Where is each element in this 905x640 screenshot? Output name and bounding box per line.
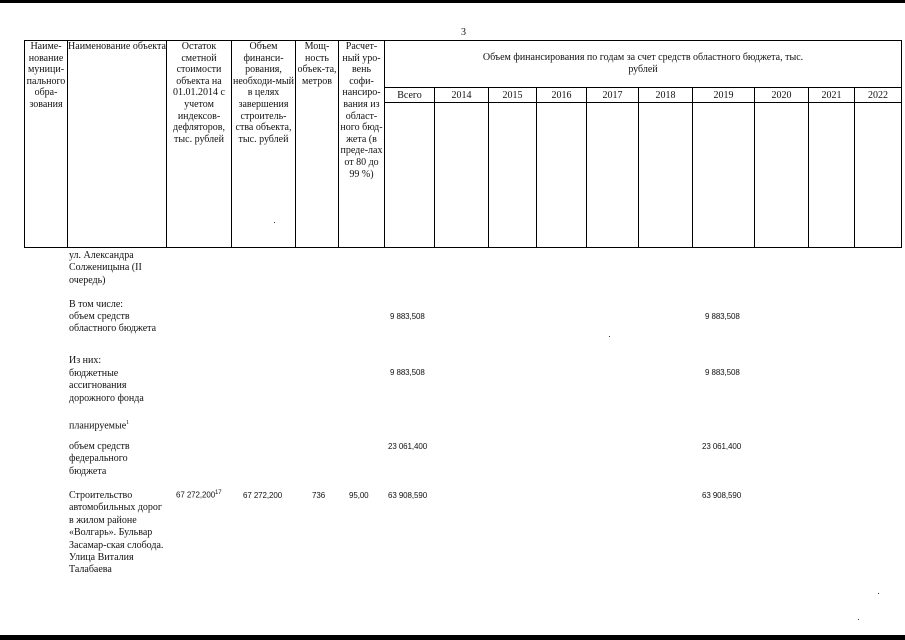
construction-remaining xyxy=(176,490,222,500)
planned-text: планируемые xyxy=(69,420,127,432)
empty-cell xyxy=(435,102,489,247)
construction-object: Строительство автомобильных дорог в жилом районе «Волгарь». Бульвар Засамар-ская слобода. Улица Виталия Талабаева xyxy=(69,490,164,576)
year-2018: 2018 xyxy=(639,88,693,103)
financing-header-table xyxy=(24,40,902,248)
empty-cell xyxy=(755,102,809,247)
empty-cell xyxy=(489,102,537,247)
scan-speck xyxy=(878,593,879,594)
empty-cell xyxy=(855,102,902,247)
year-total: Всего xyxy=(385,88,435,103)
empty-cell xyxy=(809,102,855,247)
construction-2019: 63 908,590 xyxy=(702,491,742,500)
header-remaining-cost: Остаток сметной стоимости объекта на 01.01.2014 с учетом индексов-дефляторов, тыс. рублей xyxy=(167,41,232,248)
federal-budget-label: объем средств федерального бюджета xyxy=(69,441,130,477)
construction-total: 63 908,590 xyxy=(388,491,428,500)
planned-footnote: 1 xyxy=(126,420,130,426)
planned-label xyxy=(69,417,164,433)
year-2021: 2021 xyxy=(809,88,855,103)
empty-cell xyxy=(537,102,587,247)
header-capacity: Мощ-ность объек-та, метров xyxy=(296,41,339,248)
bottom-border xyxy=(0,635,905,640)
construction-capacity: 736 xyxy=(312,491,326,500)
street-continuation: ул. Александра Солженицына (II очередь) xyxy=(69,250,142,286)
page-number: 3 xyxy=(461,27,466,38)
year-2015: 2015 xyxy=(489,88,537,103)
header-municipality: Наиме-нование муници-пального обра-зования xyxy=(25,41,68,248)
regional-budget-label: объем средств областного бюджета xyxy=(69,311,157,335)
empty-cell xyxy=(587,102,639,247)
empty-cell xyxy=(385,102,435,247)
header-object: Наименование объекта xyxy=(68,41,167,248)
construction-needed: 67 272,200 xyxy=(243,491,283,500)
road-fund-label: бюджетные ассигнования дорожного фонда xyxy=(69,368,144,404)
header-financing-by-year-text: Объем финансирования по годам за счет средств областного бюджета, тыс. рублей xyxy=(482,52,804,75)
construction-footnote: 17 xyxy=(215,490,222,496)
road-fund-total: 9 883,508 xyxy=(390,368,425,377)
regional-total: 9 883,508 xyxy=(390,312,425,321)
top-border xyxy=(0,0,905,3)
scan-speck xyxy=(609,336,610,337)
federal-2019: 23 061,400 xyxy=(702,442,742,451)
empty-cell xyxy=(639,102,693,247)
header-financing-by-year xyxy=(385,41,902,88)
of-them-label: Из них: xyxy=(69,355,102,366)
year-2017: 2017 xyxy=(587,88,639,103)
construction-remaining-value: 67 272,200 xyxy=(176,490,216,500)
empty-cell xyxy=(693,102,755,247)
federal-total: 23 061,400 xyxy=(388,442,428,451)
construction-level: 95,00 xyxy=(349,491,369,500)
header-cofinancing-level: Расчет-ный уро-вень софи-нансиро-вания из област-ного бюд-жета (в преде-лах от 80 до 99 %) xyxy=(339,41,385,248)
year-2020: 2020 xyxy=(755,88,809,103)
year-2016: 2016 xyxy=(537,88,587,103)
regional-2019: 9 883,508 xyxy=(705,312,740,321)
year-2014: 2014 xyxy=(435,88,489,103)
scan-speck xyxy=(274,222,275,223)
road-fund-2019: 9 883,508 xyxy=(705,368,740,377)
year-2019: 2019 xyxy=(693,88,755,103)
including-label: В том числе: xyxy=(69,299,124,310)
header-financing-needed: Объем финанси-рования, необходи-мый в целях завершения строитель-ства объекта, тыс. рублей xyxy=(232,41,296,248)
scan-speck xyxy=(858,619,859,620)
year-2022: 2022 xyxy=(855,88,902,103)
